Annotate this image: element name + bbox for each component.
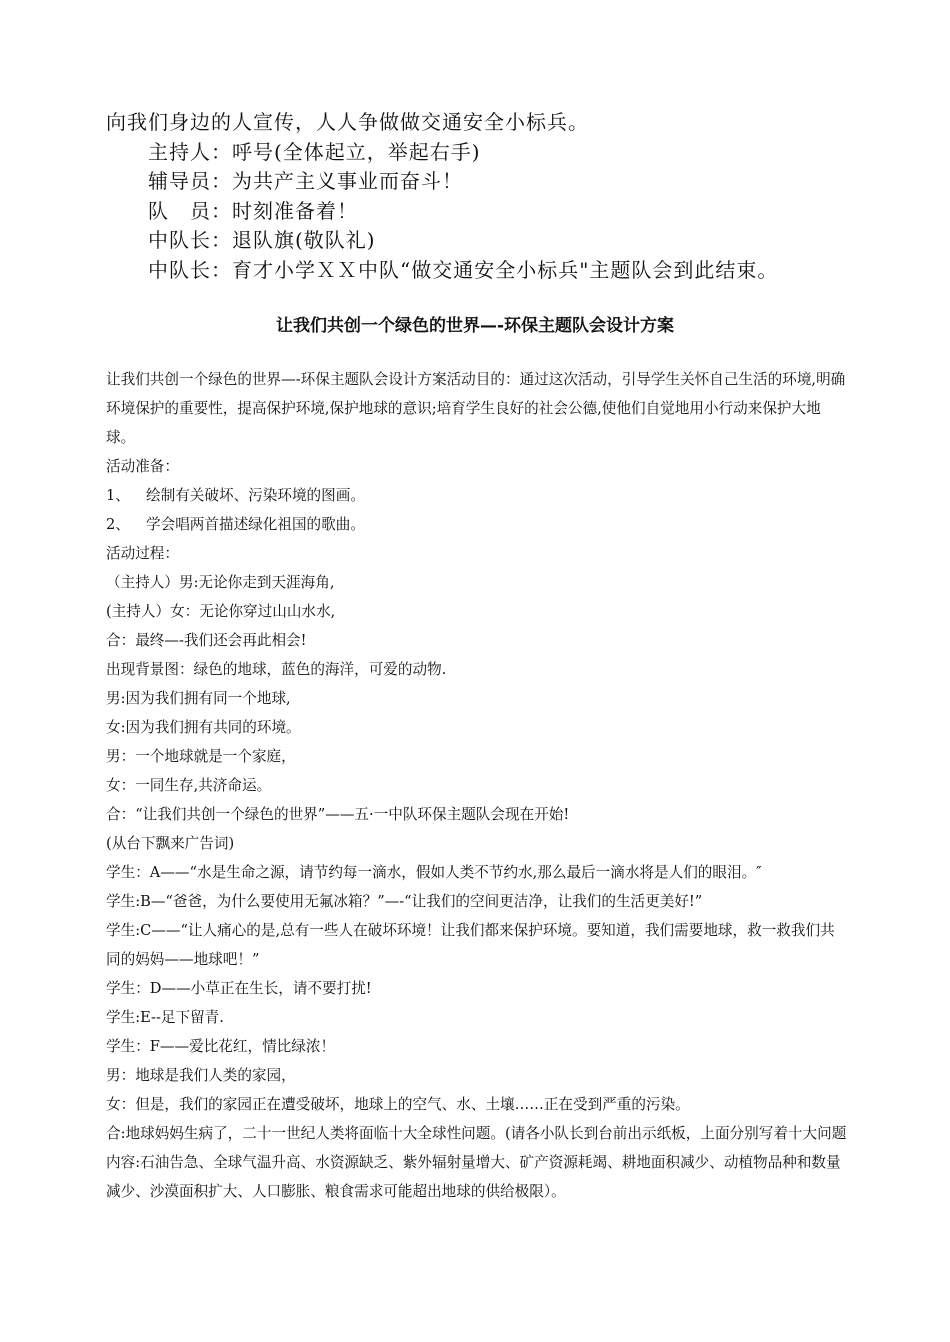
process-heading: 活动过程： — [106, 545, 179, 562]
section-title: 让我们共创一个绿色的世界—-环保主题队会设计方案 — [275, 316, 675, 336]
host-line: 主持人：呼号(全体起立，举起右手) — [148, 139, 481, 164]
process-line: 女:因为我们拥有共同的环境。 — [106, 719, 301, 736]
prep-item — [106, 481, 848, 510]
process-line: 合:地球妈妈生病了，二十一世纪人类将面临十大全球性问题。(请各小队长到台前出示纸板，上面分别写着十大问题内容:石油告急、全球气温升高、水资源缺乏、紫外辐射量增大、矿产资源耗竭、耕地面积减少、动植物品种和数量减少、沙漠面积扩大、人口膨胀、粮食需求可能超出地球的供给极限）。 — [106, 1125, 847, 1200]
process-line: 学生：D——小草正在生长，请不要打扰! — [106, 980, 372, 997]
process-line: (从台下飘来广告词) — [106, 835, 235, 852]
process-line: 女：但是，我们的家园正在遭受破坏，地球上的空气、水、土壤……正在受到严重的污染。 — [106, 1096, 690, 1113]
process-line: （主持人）男:无论你走到天涯海角, — [106, 574, 335, 591]
process-line: 女：一同生存,共济命运。 — [106, 777, 272, 794]
process-line: 合：最终—-我们还会再此相会! — [106, 632, 307, 649]
process-line: 男：一个地球就是一个家庭， — [106, 748, 296, 765]
process-line: 学生：A——“水是生命之源，请节约每一滴水，假如人类不节约水,那么最后一滴水将是人们的眼泪。″ — [106, 864, 762, 881]
purpose-paragraph: 让我们共创一个绿色的世界—-环保主题队会设计方案活动目的：通过这次活动，引导学生关怀自己生活的环境,明确环境保护的重要性，提高保护环境,保护地球的意识;培育学生良好的社会公德,使他们自觉地用小行动来保护大地球。 — [106, 371, 846, 446]
prep-item-text: 学会唱两首描述绿化祖国的歌曲。 — [146, 516, 365, 533]
prep-item — [106, 510, 848, 539]
process-line: 男:因为我们拥有同一个地球, — [106, 690, 291, 707]
intro-section — [106, 108, 866, 285]
intro-line: 向我们身边的人宣传，人人争做做交通安全小标兵。 — [106, 110, 589, 134]
body-section — [106, 365, 848, 1206]
prep-heading: 活动准备： — [106, 458, 179, 475]
closing-line: 中队长：育才小学ＸＸ中队“做交通安全小标兵"主题队会到此结束。 — [148, 257, 779, 282]
captain-line: 中队长：退队旗(敬队礼) — [148, 228, 376, 252]
process-line: 学生:C——“让人痛心的是,总有一些人在破坏环境！让我们都来保护环境。要知道，我们需要地球，救一救我们共同的妈妈——地球吧！” — [106, 922, 835, 968]
prep-item-number: 2、 — [106, 516, 130, 533]
process-line: 男：地球是我们人类的家园， — [106, 1067, 296, 1084]
prep-item-number: 1、 — [106, 487, 130, 504]
process-line: (主持人）女：无论你穿过山山水水, — [106, 603, 336, 620]
process-line: 学生：F——爱比花红，情比绿浓！ — [106, 1038, 336, 1055]
prep-item-text: 绘制有关破坏、污染环境的图画。 — [146, 487, 365, 504]
process-line: 合：“让我们共创一个绿色的世界”——五·一中队环保主题队会现在开始! — [106, 806, 570, 823]
process-line: 出现背景图：绿色的地球，蓝色的海洋，可爱的动物. — [106, 661, 447, 678]
process-line: 学生:E--足下留青. — [106, 1009, 224, 1026]
members-line: 队 员：时刻准备着！ — [148, 198, 358, 223]
counselor-line: 辅导员：为共产主义事业而奋斗！ — [148, 169, 463, 193]
process-line: 学生:B—“爸爸，为什么要使用无氟冰箱？”—-“让我们的空间更洁净，让我们的生活更美好!” — [106, 893, 703, 910]
